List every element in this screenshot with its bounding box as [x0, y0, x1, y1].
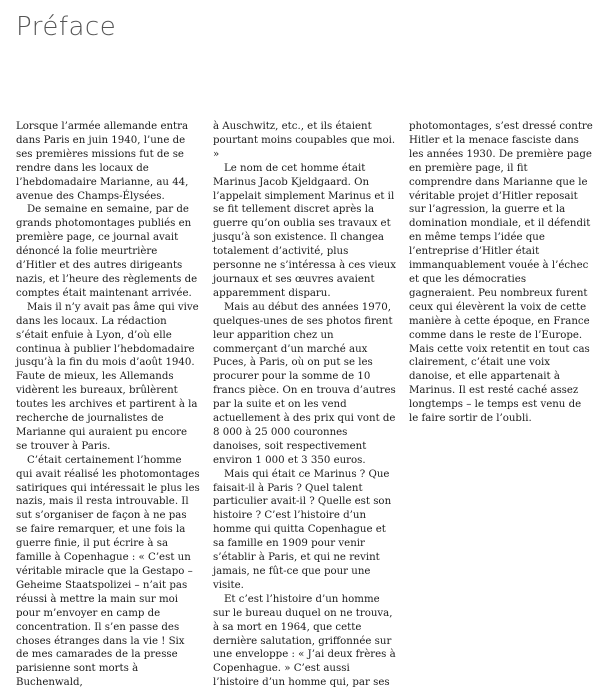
paragraph: photomontages, s’est dressé contre Hitler et la menace fasciste dans les années 1930. De première page en première page, il fit comprendre dans Marianne que le véritable projet d’Hitler reposait sur l’agression, la guerre et la domination mondiale, et il défendit en même temps l’idée que l’entreprise d’Hitler était immanquablement vouée à l’échec et que les démocraties gagneraient. Peu nombreux furent ceux qui élevèrent la voix de cette manière à cette époque, en France comme dans le reste de l’Europe. Mais cette voix retentit en tout cas clairement, c’était une voix danoise, et elle appartenait à Marinus. Il est resté caché assez longtemps – le temps est venu de le faire sortir de l’oubli. [409, 121, 593, 425]
page-title: Préface [16, 12, 117, 42]
text-column-2 [213, 120, 397, 690]
paragraph: De semaine en semaine, par de grands photomontages publiés en première page, ce journal avait dénoncé la folie meurtrière d’Hitler et des autres dirigeants nazis, et l’heure des règlements de comptes était maintenant arrivée. [16, 204, 198, 299]
paragraph: Mais il n’y avait pas âme qui vive dans les locaux. La rédaction s’était enfuie à Lyon, d’où elle continua à publier l’hebdomadaire jusqu’à la fin du mois d’août 1940. Faute de mieux, les Allemands vidèrent les bureaux, brûlèrent toutes les archives et partirent à la recherche de journalistes de Marianne qui auraient pu encore se trouver à Paris. [16, 301, 199, 452]
text-column-1 [16, 120, 200, 690]
paragraph: Lorsque l’armée allemande entra dans Paris en juin 1940, l’une de ses premières missions fut de se rendre dans les locaux de l’hebdomadaire Marianne, au 44, avenue des Champs-Élysées. [16, 121, 189, 202]
paragraph: à Auschwitz, etc., et ils étaient pourtant moins coupables que moi. » [213, 121, 396, 160]
paragraph: Mais qui était ce Marinus ? Que faisait-il à Paris ? Quel talent particulier avait-il ? Quelle est son histoire ? C’est l’histoire d’un homme qui quitta Copenhague et sa famille en 1909 pour venir s’établir à Paris, et qui ne revint jamais, ne fût-ce que pour une visite. [213, 468, 392, 591]
paragraph: Le nom de cet homme était Marinus Jacob Kjeldgaard. On l’appelait simplement Marinus et il se fit tellement discret après la guerre qu’on oublia ses travaux et jusqu’à son existence. Il changea totalement d’activité, plus personne ne s’intéressa à ces vieux journaux et ses œuvres avaient apparemment disparu. [213, 162, 396, 299]
text-column-3 [409, 120, 593, 426]
paragraph: Et c’est l’histoire d’un homme sur le bureau duquel on ne trouva, à sa mort en 1964, que cette dernière salutation, griffonnée sur une enveloppe : « J’ai deux frères à Copenhague. » C’est aussi l’histoire d’un homme qui, par ses [213, 593, 396, 689]
paragraph: C’était certainement l’homme qui avait réalisé les photomontages satiriques qui intéressait le plus les nazis, mais il resta introuvable. Il sut s’organiser de façon à ne pas se faire remarquer, et une fois la guerre finie, il put écrire à sa famille à Copenhague : « C’est un véritable miracle que la Gestapo – Geheime Staatspolizei – n’ait pas réussi à mettre la main sur moi pour m’envoyer en camp de concentration. Il s’en passe des choses étranges dans la vie ! Six de mes camarades de la presse parisienne sont morts à Buchenwald, [16, 454, 200, 689]
paragraph: Mais au début des années 1970, quelques-unes de ses photos firent leur apparition chez un commerçant d’un marché aux Puces, à Paris, où on put se les procurer pour la somme de 10 francs pièce. On en trouva d’autres par la suite et on les vend actuellement à des prix qui vont de 8 000 à 25 000 couronnes danoises, soit respectivement environ 1 000 et 3 350 euros. [213, 301, 396, 466]
